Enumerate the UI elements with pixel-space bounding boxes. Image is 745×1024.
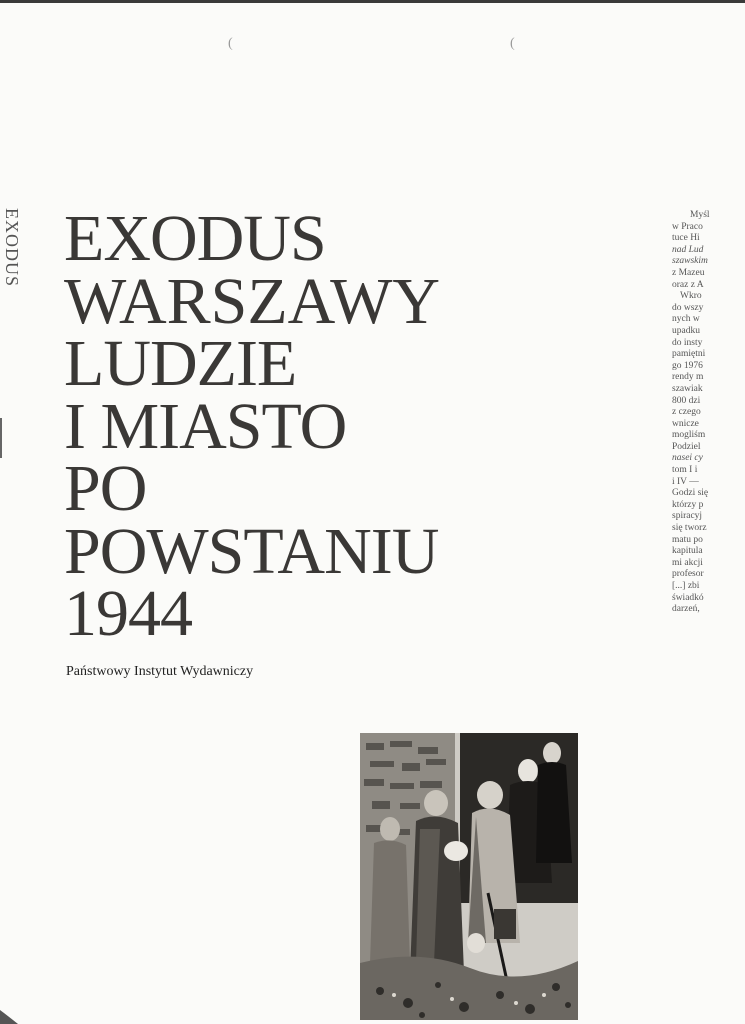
side-line: szawiak [672, 383, 703, 394]
side-line: matu po [672, 534, 703, 545]
side-line: do wszy [672, 302, 704, 313]
side-line: z czego [672, 407, 701, 418]
side-line: mi akcji [672, 557, 703, 568]
title-line-6: POWSTANIU [64, 514, 439, 588]
side-line: pamiętni [672, 349, 706, 360]
title-line-3: LUDZIE [64, 327, 297, 400]
title-line-2: WARSZAWY [64, 264, 441, 338]
corner-mark [0, 1008, 24, 1024]
side-line: Wkro [680, 291, 702, 302]
side-line: profesor [672, 569, 704, 580]
publisher: Państwowy Instytut Wydawniczy [66, 664, 254, 679]
speck: ( [228, 36, 233, 51]
left-rule [0, 418, 2, 458]
title-line-1: EXODUS [64, 202, 326, 275]
side-line: szawskim [672, 256, 708, 267]
side-text-column [672, 210, 745, 616]
side-line: tom I i [672, 465, 698, 476]
side-line: spiracyj [672, 511, 703, 522]
side-line: rendy m [672, 372, 704, 383]
side-line: darzeń, [672, 604, 700, 615]
side-line: wnicze [672, 418, 699, 429]
side-line: 800 dzi [672, 395, 701, 406]
side-line: i IV — [672, 476, 699, 487]
side-line: Myśl [690, 210, 710, 220]
side-line: Podziel [672, 441, 701, 452]
side-line: oraz z A [672, 279, 704, 290]
side-line: tuce Hi [672, 233, 700, 244]
side-line: mogliśm [672, 430, 706, 441]
top-edge [0, 0, 745, 3]
side-line: którzy p [672, 499, 704, 510]
title-block [64, 202, 524, 650]
photo-icon [360, 733, 578, 1020]
side-line: się tworz [672, 523, 707, 534]
side-line: w Praco [672, 221, 703, 232]
side-line: z Mazeu [672, 267, 705, 278]
side-line: nasei cy [672, 453, 703, 464]
side-line: do insty [672, 337, 703, 348]
side-line: nad Lud [672, 244, 704, 255]
side-line: Godzi się [672, 488, 709, 499]
title-line-7: 1944 [64, 577, 192, 650]
photo [360, 733, 578, 1020]
title-line-4: I MIASTO [64, 389, 347, 463]
side-line: go 1976 [672, 360, 703, 371]
title-line-5: PO [64, 452, 147, 525]
side-line: świadkó [672, 592, 704, 603]
spine-title: EXODUS [2, 208, 22, 288]
side-line: upadku [672, 325, 700, 336]
side-line: [...] zbi [672, 581, 700, 591]
side-line: kapitula [672, 546, 703, 557]
side-line: nych w [672, 314, 700, 325]
speck: ( [510, 36, 515, 51]
